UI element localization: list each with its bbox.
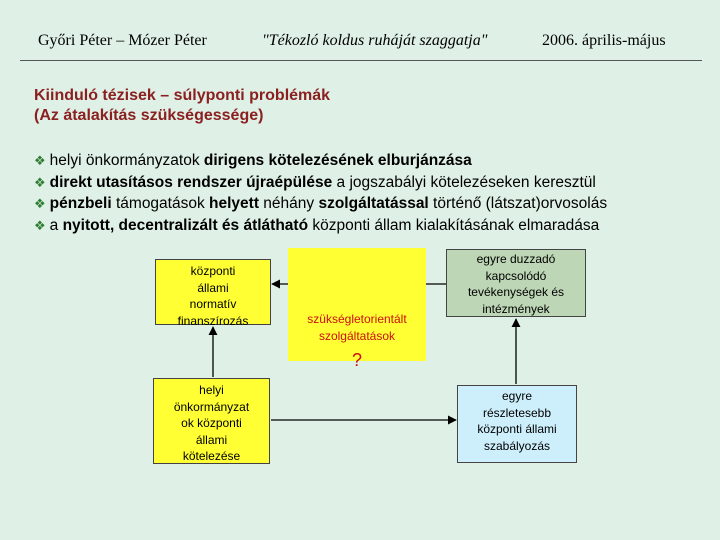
subtitle-line-2: (Az átalakítás szükségessége) [34, 107, 264, 124]
header-title: "Tékozló koldus ruháját szaggatja" [262, 32, 488, 49]
bullet-text-segment: történő (látszat)orvosolás [428, 195, 608, 212]
box-growing-activities [446, 249, 586, 317]
diamond-bullet-icon: ❖ [34, 174, 46, 190]
bullet-text-segment: nyitott, decentralizált és átlátható [62, 216, 309, 234]
bullet-text-segment: támogatások [111, 195, 210, 212]
bullet-text-segment: központi állam kialakításának elmaradása [308, 216, 600, 234]
bullet-text-segment: pénzbeli [49, 195, 112, 212]
diamond-bullet-icon: ❖ [34, 217, 46, 233]
box-local-obligation [153, 378, 270, 464]
bullet-text-segment: dirigens kötelezésének elburjánzása [203, 152, 472, 169]
bullet-text-segment: szolgáltatással [318, 195, 429, 212]
bullet-text-segment: néhány [259, 195, 319, 212]
bullet-text-segment: a [49, 216, 63, 234]
diamond-bullet-icon: ❖ [34, 196, 46, 211]
box-local-obligation-text: helyi önkormányzat ok központi állami kötelezése [173, 383, 250, 463]
bullet-text-segment: direkt utasításos rendszer újraépülése [49, 173, 333, 191]
bullet-text-segment: helyi önkormányzatok [49, 152, 204, 169]
bullet-text-segment: helyett [209, 195, 259, 212]
bullet-text-segment: a jogszabályi kötelezéseken keresztül [332, 173, 596, 191]
box-needs-services [288, 248, 426, 370]
diamond-bullet-icon: ❖ [34, 153, 46, 168]
box-central-financing-text: központi állami normatív finanszírozás [177, 264, 249, 328]
box-growing-activities-text: egyre duzzadó kapcsolódó tevékenységek és intézmények [467, 252, 565, 316]
box-detailed-regulation-text: egyre részletesebb központi állami szabályozás [477, 389, 557, 453]
box-central-financing [155, 259, 271, 328]
question-mark: ? [351, 350, 362, 370]
box-needs-services-text: szükségletorientált szolgáltatások [307, 312, 407, 343]
header-date: 2006. április-május [542, 32, 666, 49]
box-detailed-regulation [457, 385, 577, 463]
header-authors: Győri Péter – Mózer Péter [38, 32, 207, 49]
subtitle-line-1: Kiinduló tézisek – súlyponti problémák [34, 87, 331, 104]
